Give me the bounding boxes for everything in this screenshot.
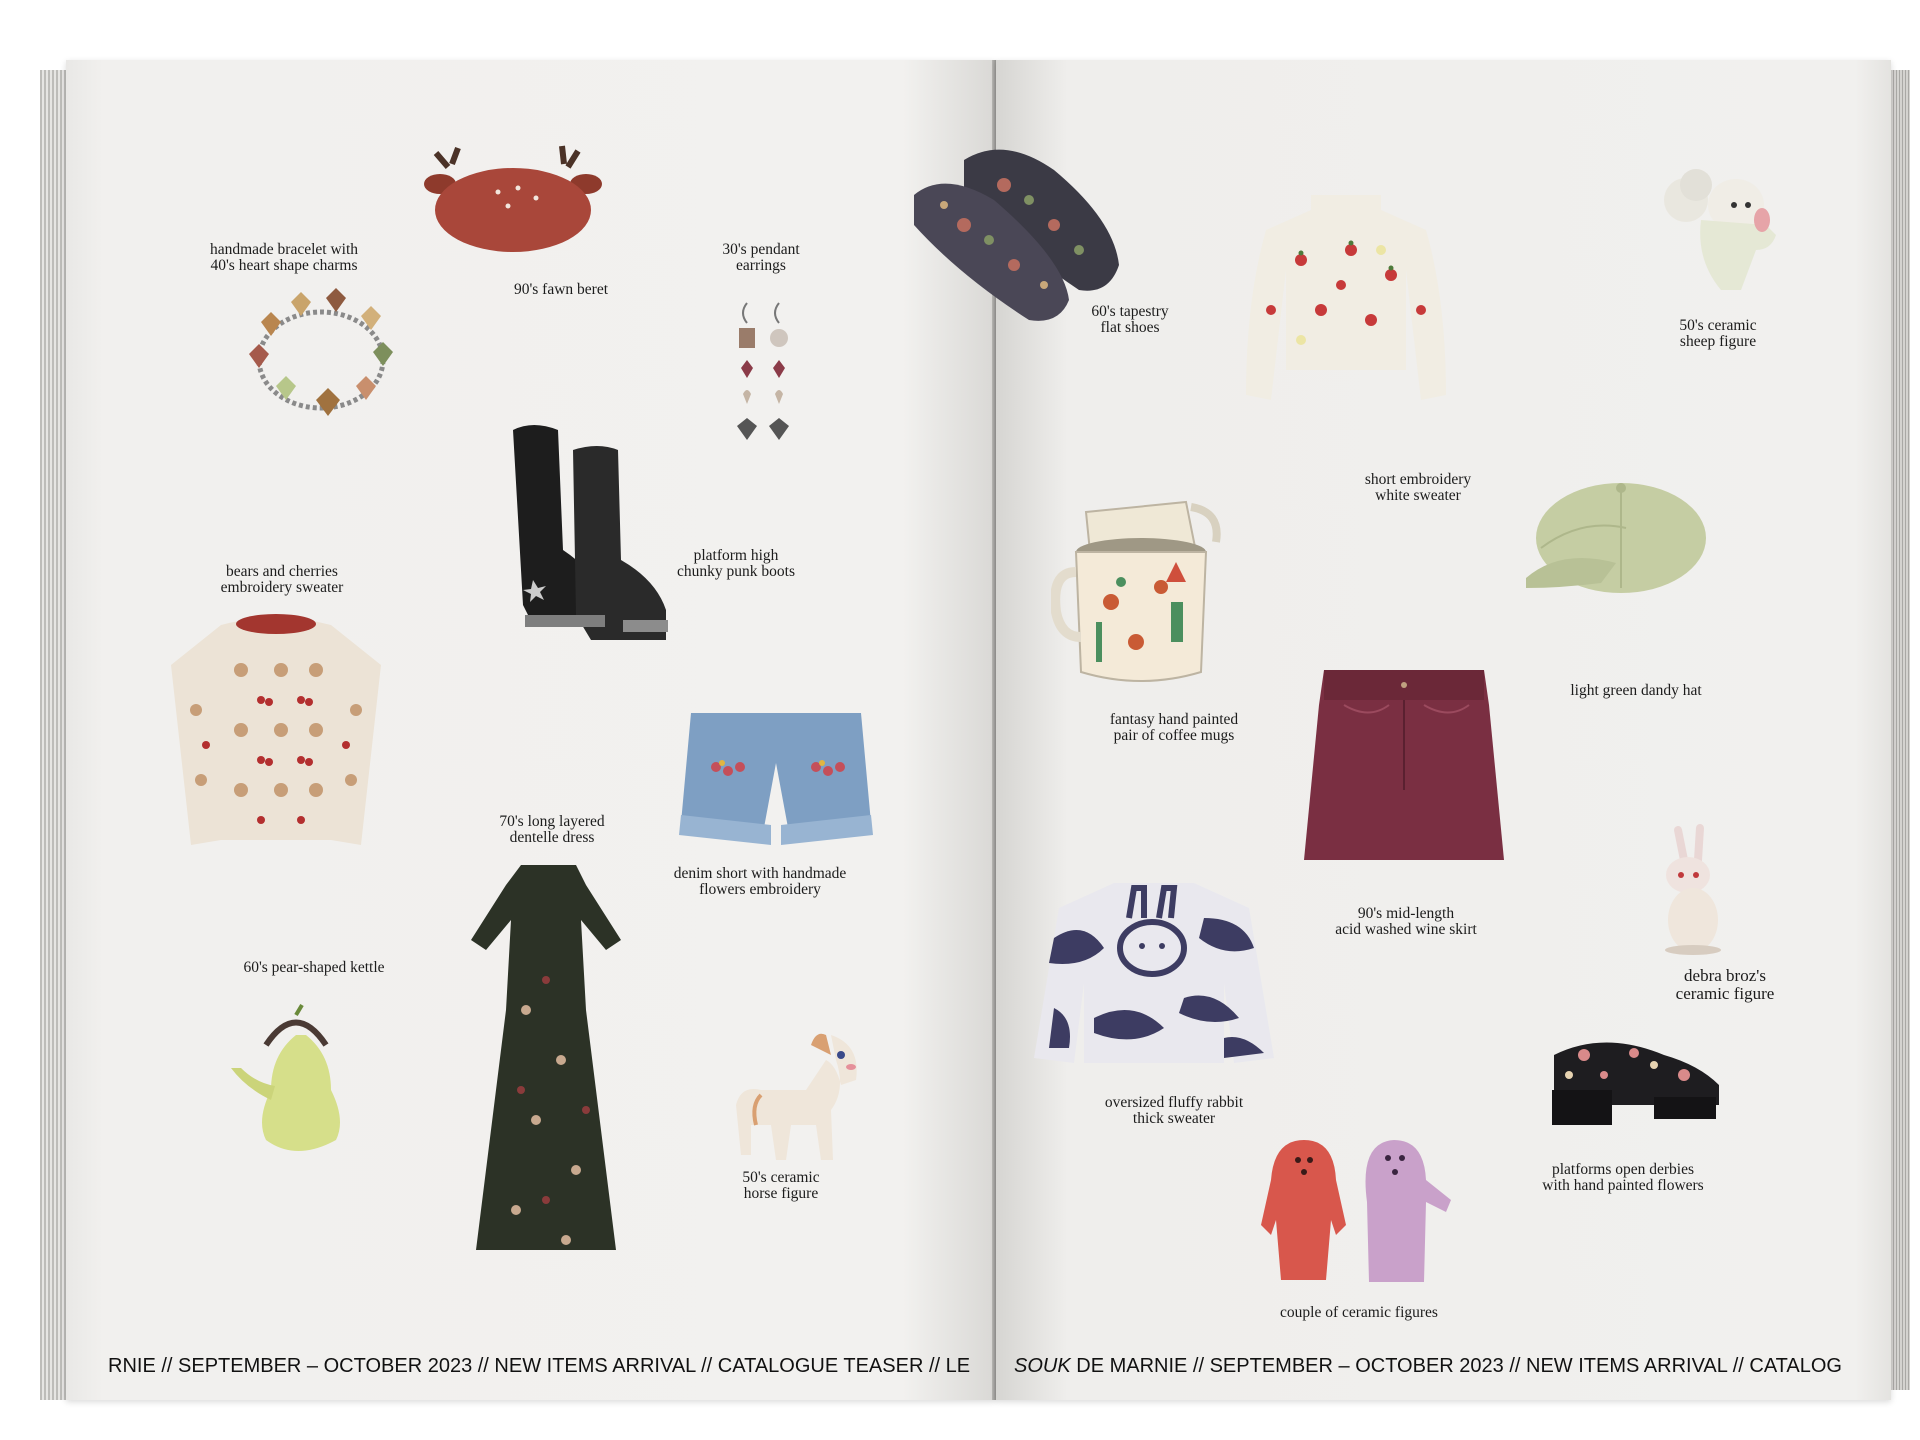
- label-tapestry-shoes: 60's tapestry flat shoes: [1091, 303, 1169, 336]
- label-denim-short: denim short with handmade flowers embroidery: [673, 865, 847, 898]
- denim-short-image: [676, 705, 876, 850]
- right-page-edges: [1888, 70, 1910, 1390]
- wine-skirt-image: [1304, 665, 1504, 870]
- left-page-edges: [40, 70, 68, 1400]
- label-ceramic-couple: couple of ceramic figures: [1280, 1304, 1438, 1321]
- dandy-hat-image: [1521, 478, 1711, 608]
- footer-brand: SOUK: [1014, 1355, 1071, 1377]
- earrings-image: [729, 298, 799, 458]
- right-page: [996, 60, 1891, 1400]
- label-bracelet: handmade bracelet with 40's heart shape charms: [209, 241, 359, 274]
- label-debra-broz: debra broz's ceramic figure: [1675, 966, 1775, 1003]
- ceramic-couple-image: [1254, 1130, 1469, 1290]
- label-boots: platform high chunky punk boots: [677, 547, 795, 580]
- boots-image: [503, 420, 703, 650]
- beret-image: [418, 142, 608, 262]
- label-derbies: platforms open derbies with hand painted flowers: [1542, 1161, 1704, 1194]
- mugs-image: [1051, 492, 1241, 687]
- footer-left-text: RNIE // SEPTEMBER – OCTOBER 2023 // NEW ITEMS ARRIVAL // CATALOGUE TEASER // LE: [108, 1355, 971, 1377]
- horse-image: [731, 1015, 881, 1165]
- label-bears-sweater: bears and cherries embroidery sweater: [220, 563, 344, 596]
- label-wine-skirt: 90's mid-length acid washed wine skirt: [1335, 905, 1477, 938]
- label-earrings: 30's pendant earrings: [722, 241, 800, 274]
- footer-left: [108, 1345, 992, 1385]
- kettle-image: [226, 995, 366, 1165]
- debra-broz-figure-image: [1648, 820, 1738, 955]
- tapestry-shoes-image: [904, 145, 1124, 325]
- label-dandy-hat: light green dandy hat: [1570, 682, 1702, 699]
- left-page: [66, 60, 996, 1400]
- open-catalogue: [36, 60, 1891, 1405]
- rabbit-sweater-image: [1034, 878, 1274, 1068]
- label-rabbit-sweater: oversized fluffy rabbit thick sweater: [1104, 1094, 1244, 1127]
- label-beret: 90's fawn beret: [513, 281, 609, 298]
- label-sheep: 50's ceramic sheep figure: [1679, 317, 1757, 350]
- label-horse: 50's ceramic horse figure: [742, 1169, 820, 1202]
- footer-right-text: DE MARNIE // SEPTEMBER – OCTOBER 2023 // NEW ITEMS ARRIVAL // CATALOG: [1070, 1355, 1842, 1377]
- footer-right: [1014, 1345, 1884, 1385]
- white-sweater-image: [1241, 190, 1451, 405]
- label-dress: 70's long layered dentelle dress: [499, 813, 605, 846]
- label-white-sweater: short embroidery white sweater: [1364, 471, 1472, 504]
- derbies-image: [1544, 1035, 1724, 1130]
- sheep-image: [1656, 160, 1781, 300]
- label-mugs: fantasy hand painted pair of coffee mugs: [1109, 711, 1239, 744]
- bears-sweater-image: [161, 610, 391, 850]
- dress-image: [466, 860, 631, 1270]
- label-kettle: 60's pear-shaped kettle: [243, 959, 385, 976]
- bracelet-image: [231, 282, 411, 432]
